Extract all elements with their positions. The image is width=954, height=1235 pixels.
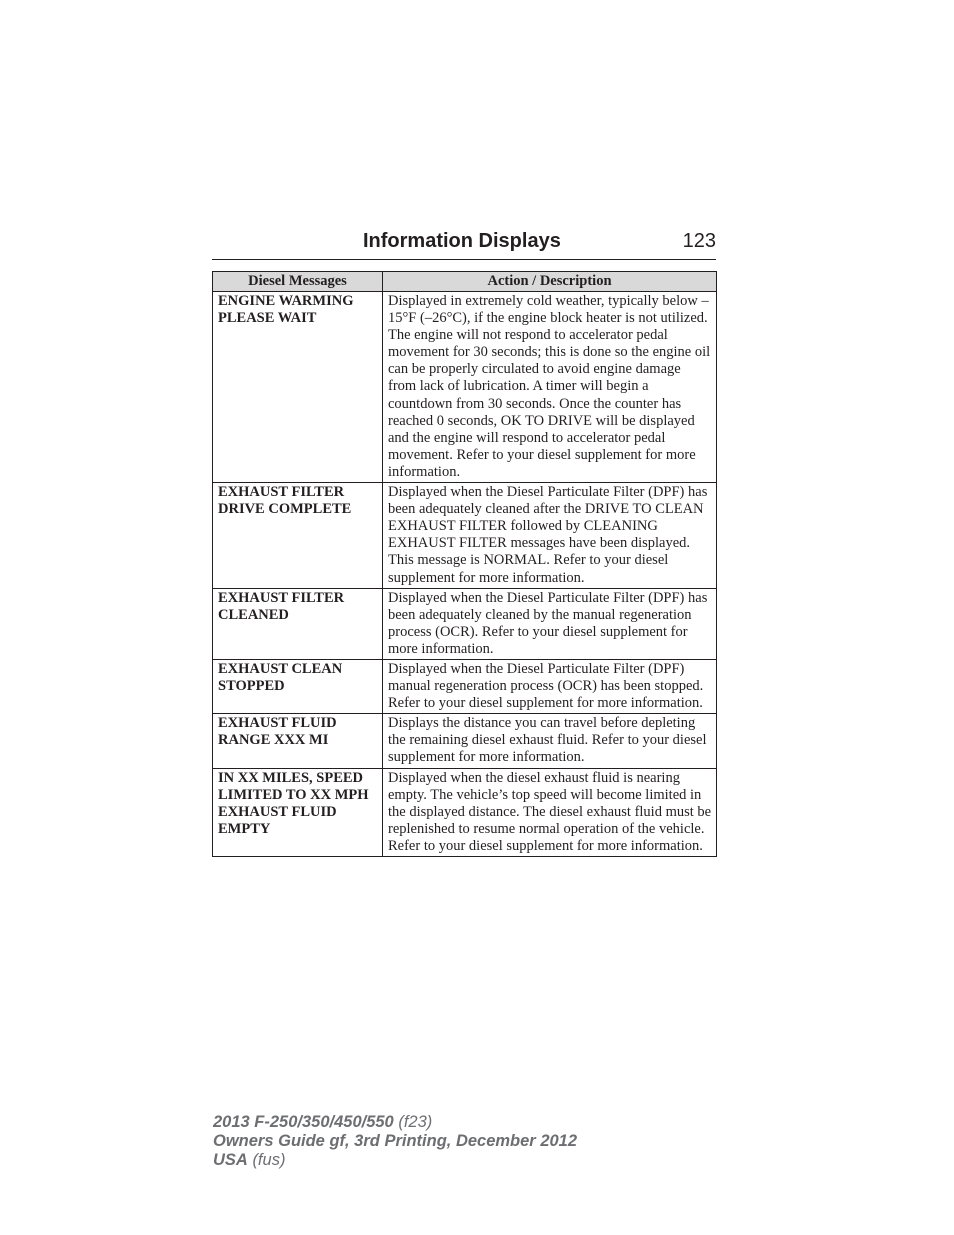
column-header-messages: Diesel Messages xyxy=(213,272,383,292)
footer-model: 2013 F-250/350/450/550 xyxy=(213,1113,394,1131)
diesel-messages-table xyxy=(212,271,717,857)
header-divider xyxy=(212,259,716,260)
footer-line-market xyxy=(213,1151,577,1170)
description-cell: Displayed when the diesel exhaust fluid is nearing empty. The vehicle’s top speed will become limited in the displayed distance. The diesel exhaust fluid must be replenished to resume normal operation of the vehicle. Refer to your diesel supplement for more information. xyxy=(383,768,717,856)
description-cell: Displayed in extremely cold weather, typically below –15°F (–26°C), if the engine block heater is not utilized. The engine will not respond to accelerator pedal movement for 30 seconds; this is done so the engine oil can be properly circulated to avoid engine damage from lack of lubrication. A timer will begin a countdown from 30 seconds. Once the counter has reached 0 seconds, OK TO DRIVE will be displayed and the engine will respond to accelerator pedal movement. Refer to your diesel supplement for more information. xyxy=(383,292,717,483)
message-cell: IN XX MILES, SPEED LIMITED TO XX MPH EXHAUST FLUID EMPTY xyxy=(213,768,383,856)
message-cell: EXHAUST FLUID RANGE XXX MI xyxy=(213,714,383,768)
page-header xyxy=(212,229,716,256)
message-cell: EXHAUST FILTER CLEANED xyxy=(213,588,383,659)
column-header-description: Action / Description xyxy=(383,272,717,292)
description-cell: Displays the distance you can travel before depleting the remaining diesel exhaust fluid. Refer to your diesel supplement for more information. xyxy=(383,714,717,768)
table-row xyxy=(213,588,717,659)
table-header-row xyxy=(213,272,717,292)
description-cell: Displayed when the Diesel Particulate Filter (DPF) has been adequately cleaned by the manual regeneration process (OCR). Refer to your diesel supplement for more information. xyxy=(383,588,717,659)
footer-line-model xyxy=(213,1113,577,1132)
message-cell: EXHAUST FILTER DRIVE COMPLETE xyxy=(213,483,383,589)
page-number: 123 xyxy=(682,230,716,252)
page-footer xyxy=(213,1113,577,1170)
table-row xyxy=(213,292,717,483)
table-row xyxy=(213,659,717,713)
table-row xyxy=(213,768,717,856)
section-title: Information Displays xyxy=(363,230,561,252)
footer-line-edition xyxy=(213,1132,577,1151)
footer-market-code: (fus) xyxy=(252,1151,286,1169)
table-row xyxy=(213,714,717,768)
footer-market: USA xyxy=(213,1151,248,1169)
message-cell: ENGINE WARMING PLEASE WAIT xyxy=(213,292,383,483)
description-cell: Displayed when the Diesel Particulate Filter (DPF) has been adequately cleaned after the DRIVE TO CLEAN EXHAUST FILTER followed by CLEANING EXHAUST FILTER messages have been displayed. This message is NORMAL. Refer to your diesel supplement for more information. xyxy=(383,483,717,589)
table-row xyxy=(213,483,717,589)
footer-model-code: (f23) xyxy=(398,1113,433,1131)
message-cell: EXHAUST CLEAN STOPPED xyxy=(213,659,383,713)
description-cell: Displayed when the Diesel Particulate Filter (DPF) manual regeneration process (OCR) has been stopped. Refer to your diesel supplement for more information. xyxy=(383,659,717,713)
footer-edition: Owners Guide gf, 3rd Printing, December 2012 xyxy=(213,1132,578,1150)
